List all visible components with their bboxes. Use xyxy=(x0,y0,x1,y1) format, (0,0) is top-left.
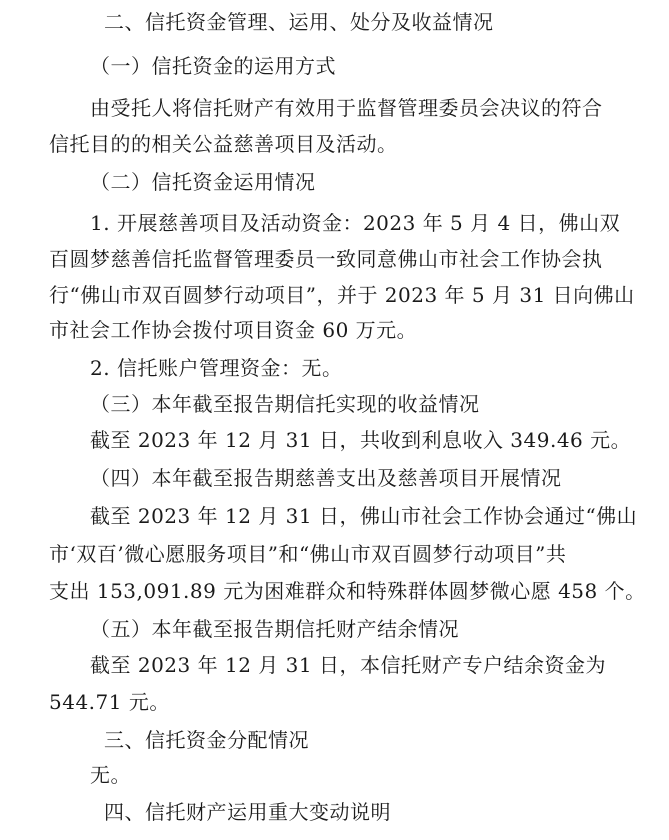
list-item-1: 1. 开展慈善项目及活动资金：2023 年 5 月 4 日，佛山双 xyxy=(90,211,621,235)
paragraph-line: 行“佛山市双百圆梦行动项目”，并于 2023 年 5 月 31 日向佛山 xyxy=(49,283,635,307)
section-heading-4: 四、信托财产运用重大变动说明 xyxy=(104,800,391,824)
section-heading-2: 二、信托资金管理、运用、处分及收益情况 xyxy=(104,10,494,34)
paragraph-line: 百圆梦慈善信托监督管理委员一致同意佛山市社会工作协会执 xyxy=(49,247,603,271)
paragraph-line: 市‘双百’微心愿服务项目”和“佛山市双百圆梦行动项目”共 xyxy=(49,542,567,566)
subheading-balance: （五）本年截至报告期信托财产结余情况 xyxy=(90,617,459,641)
list-item-2: 2. 信托账户管理资金：无。 xyxy=(90,356,343,380)
paragraph-line: 信托目的的相关公益慈善项目及活动。 xyxy=(49,132,398,156)
paragraph-line: 截至 2023 年 12 月 31 日，佛山市社会工作协会通过“佛山 xyxy=(90,504,638,528)
paragraph-line: 544.71 元。 xyxy=(49,690,170,714)
paragraph-line: 截至 2023 年 12 月 31 日，共收到利息收入 349.46 元。 xyxy=(90,428,632,452)
paragraph-line: 无。 xyxy=(90,763,131,787)
subheading-usage-method: （一）信托资金的运用方式 xyxy=(90,54,336,78)
subheading-charity-expenditure: （四）本年截至报告期慈善支出及慈善项目开展情况 xyxy=(90,466,562,490)
paragraph-line: 支出 153,091.89 元为困难群众和特殊群体圆梦微心愿 458 个。 xyxy=(49,579,646,603)
subheading-usage-status: （二）信托资金运用情况 xyxy=(90,170,316,194)
subheading-income: （三）本年截至报告期信托实现的收益情况 xyxy=(90,392,480,416)
section-heading-3: 三、信托资金分配情况 xyxy=(104,728,309,752)
paragraph-line: 截至 2023 年 12 月 31 日，本信托财产专户结余资金为 xyxy=(90,653,606,677)
paragraph-line: 由受托人将信托财产有效用于监督管理委员会决议的符合 xyxy=(90,96,603,120)
paragraph-line: 市社会工作协会拨付项目资金 60 万元。 xyxy=(49,318,418,342)
